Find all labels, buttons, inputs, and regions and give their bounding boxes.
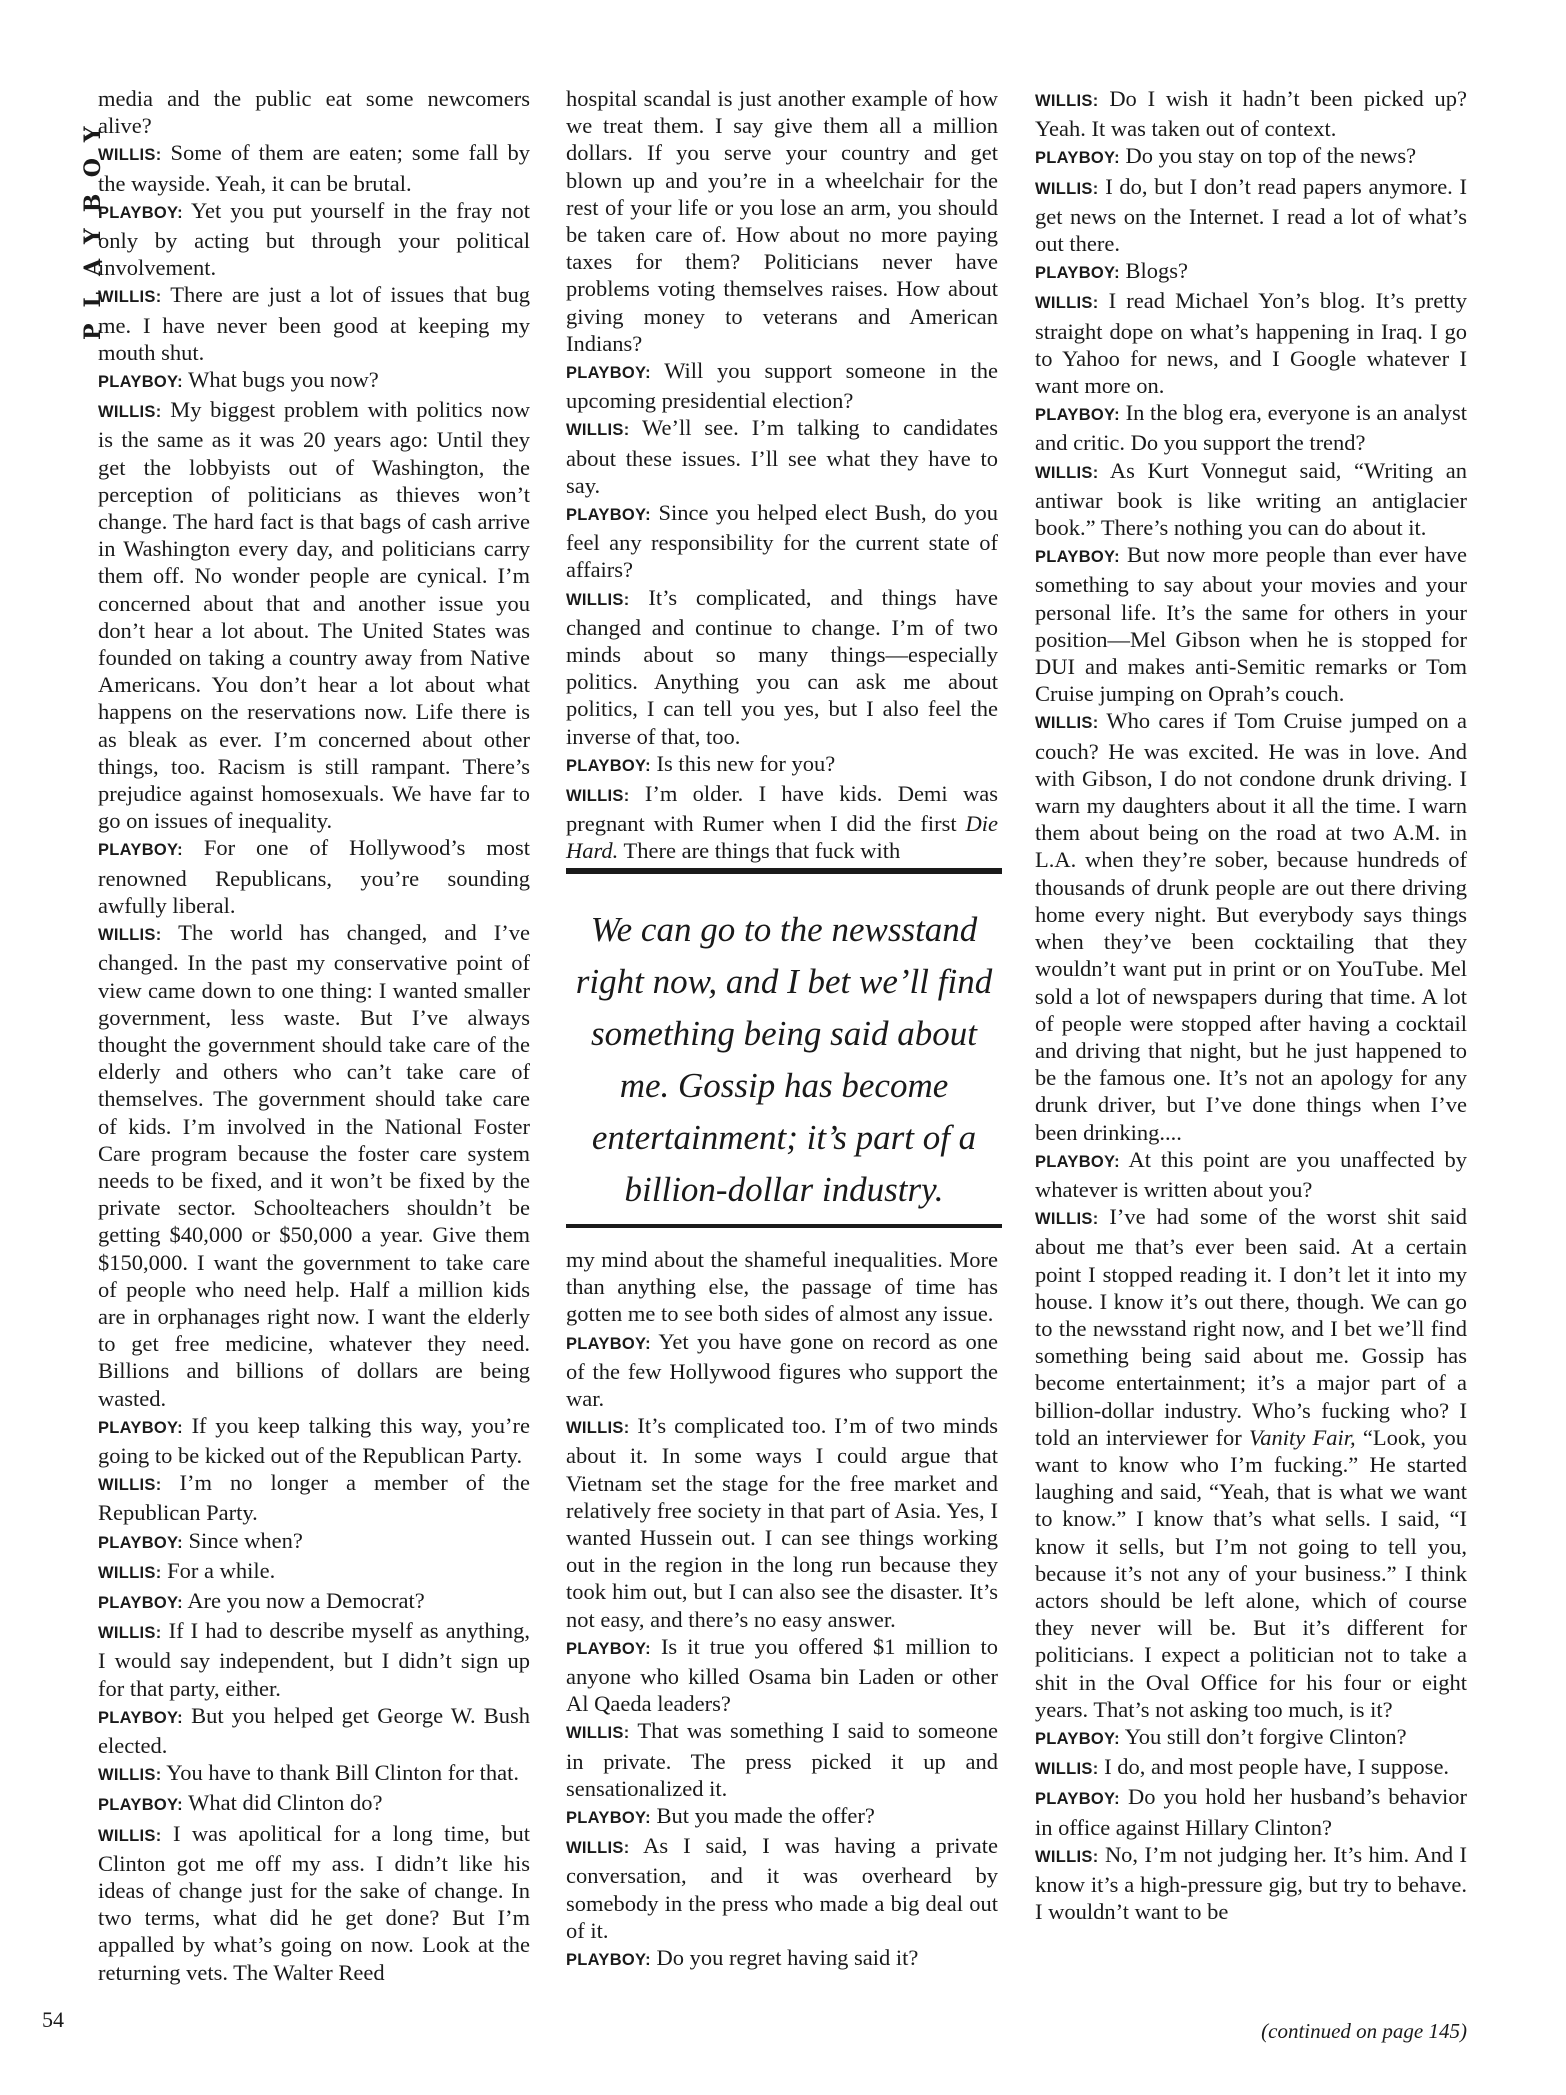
speaker-label: WILLIS: <box>566 787 630 806</box>
italic-title: Vanity Fair, <box>1248 1424 1356 1450</box>
interview-paragraph <box>98 1469 530 1526</box>
interview-paragraph <box>1035 457 1467 542</box>
speaker-label: PLAYBOY: <box>1035 149 1120 168</box>
interview-paragraph <box>98 1702 530 1759</box>
logo-text: PLAYBOY <box>80 110 106 340</box>
interview-paragraph <box>566 1412 998 1633</box>
speaker-label: WILLIS: <box>98 1826 162 1845</box>
continued-note: (continued on page 145) <box>1261 2018 1467 2043</box>
paragraph-text: No, I’m not judging her. It’s him. And I know it’s a high-pressure gig, but try to behave. I wouldn’t want to be <box>1035 1841 1468 1925</box>
speaker-label: PLAYBOY: <box>1035 548 1120 567</box>
speaker-label: WILLIS: <box>98 288 162 307</box>
paragraph-text: Is this new for you? <box>656 750 836 776</box>
paragraph-text: The world has changed, and I’ve changed. In the past my conservative point of view came down to one thing: I wanted smaller government, less waste. But I’ve always thought the government should take care of the elderly and others who can’t take care of themselves. The government should take care of kids. I’m involved in the National Foster Care program because the foster care system needs to be fixed, and it won’t be fixed by the private sector. Schoolteachers shouldn’t be getting $40,000 or $50,000 a year. Give them $150,000. I want the government to take care of people who need help. Half a million kids are in orphanages right now. I want the elderly to get free medicine, whatever they need. Billions and billions of dollars are being wasted. <box>98 920 531 1411</box>
speaker-label: PLAYBOY: <box>98 1533 183 1552</box>
speaker-label: WILLIS: <box>98 146 162 165</box>
paragraph-text: Do you regret having said it? <box>656 1945 919 1971</box>
speaker-label: PLAYBOY: <box>98 1796 183 1815</box>
interview-paragraph <box>566 1717 998 1802</box>
page-number: 54 <box>42 2007 64 2032</box>
speaker-label: WILLIS: <box>98 1476 162 1495</box>
paragraph-text: As Kurt Vonnegut said, “Writing an antiwar book is like writing an antiglacier book.” There’s nothing you can do about it. <box>1035 457 1467 541</box>
speaker-label: PLAYBOY: <box>98 1708 183 1727</box>
speaker-label: PLAYBOY: <box>566 1951 651 1970</box>
speaker-label: WILLIS: <box>566 1419 630 1438</box>
paragraph-text: You still don’t forgive Clinton? <box>1124 1723 1407 1749</box>
interview-paragraph <box>98 366 530 396</box>
paragraph-text: We’ll see. I’m talking to candidates about these issues. I’ll see what they have to say. <box>566 415 998 498</box>
column-3 <box>1035 85 1467 2045</box>
speaker-label: WILLIS: <box>98 1624 162 1643</box>
paragraph-text: It’s complicated, and things have changed and continue to change. I’m of two minds about so many things—especially politics. Anything you can ask me about politics, I can tell you yes, but I also feel the inverse of that, too. <box>566 584 999 749</box>
paragraph-text: For a while. <box>167 1557 276 1583</box>
speaker-label: PLAYBOY: <box>98 841 183 860</box>
paragraph-text: That was something I said to someone in private. The press picked it up and sensationalized it. <box>566 1718 998 1801</box>
paragraph-text: hospital scandal is just another example of how we treat them. I say give them all a million dollars. If you serve your country and get blown up and you’re in a wheelchair for the rest of your life or you lose an arm, you should be taken care of. How about no more paying taxes for them? Politicians never have problems voting themselves raises. How about giving money to veterans and American Indians? <box>566 86 998 356</box>
speaker-label: WILLIS: <box>1035 1847 1099 1866</box>
speaker-label: WILLIS: <box>98 403 162 422</box>
paragraph-text: Do you hold her husband’s behavior in office against Hillary Clinton? <box>1035 1784 1467 1840</box>
interview-paragraph <box>1035 85 1467 142</box>
paragraph-text: As I said, I was having a private conversation, and it was overheard by somebody in the press who made a big deal out of it. <box>566 1833 999 1943</box>
speaker-label: WILLIS: <box>1035 463 1099 482</box>
paragraph-text: My biggest problem with politics now is the same as it was 20 years ago: Until they get the lobbyists out of Washington, the perception of politicians as thieves won’t change. The hard fact is that bags of cash arrive in Washington every day, and politicians carry them off. No wonder people are cynical. I’m concerned about that and another issue you don’t hear a lot about. The United States was founded on taking a country away from Native Americans. You don’t hear a lot about what happens on the reservations now. Life there is as bleak as ever. I’m concerned about other things, too. Racism is still rampant. There’s prejudice against homosexuals. We have far to go on issues of inequality. <box>98 397 531 834</box>
magazine-logo <box>40 70 106 340</box>
paragraph-text: At this point are you unaffected by whatever is written about you? <box>1035 1146 1467 1202</box>
interview-paragraph <box>98 1820 530 1986</box>
paragraph-text: It’s complicated too. I’m of two minds about it. In some ways I could argue that Vietnam set the stage for the free market and relatively free society in that part of Asia. Yes, I wanted Hussein out. I can see things working out in the region in the long run because they took him out, but I can also see the disaster. It’s not easy, and there’s no easy answer. <box>566 1413 998 1632</box>
interview-paragraph <box>566 85 998 357</box>
interview-paragraph <box>1035 173 1467 258</box>
paragraph-text: But you made the offer? <box>656 1803 875 1829</box>
interview-paragraph <box>1035 1783 1467 1840</box>
paragraph-text: I was apolitical for a long time, but Clinton got me off my ass. I didn’t like his ideas of change just for the sake of change. In two terms, what did he get done? But I’m appalled by what’s going on now. Look at the returning vets. The Walter Reed <box>98 1820 530 1985</box>
interview-paragraph <box>1035 1723 1467 1753</box>
speaker-label: WILLIS: <box>98 1563 162 1582</box>
speaker-label: PLAYBOY: <box>1035 1729 1120 1748</box>
interview-paragraph <box>98 919 530 1412</box>
interview-paragraph <box>1035 399 1467 456</box>
interview-paragraph <box>98 1789 530 1819</box>
paragraph-text: But you helped get George W. Bush elected. <box>98 1702 531 1758</box>
interview-paragraph <box>1035 707 1467 1145</box>
speaker-label: WILLIS: <box>566 1724 630 1743</box>
interview-paragraph <box>98 1617 530 1702</box>
interview-paragraph <box>1035 1203 1467 1723</box>
italic-title: Die Hard. <box>566 811 999 864</box>
interview-paragraph <box>98 139 530 196</box>
speaker-label: PLAYBOY: <box>1035 1790 1120 1809</box>
column-1 <box>98 85 530 1986</box>
interview-paragraph <box>566 414 998 499</box>
paragraph-text: Is it true you offered $1 million to anyone who killed Osama bin Laden or other Al Qaeda leaders? <box>566 1633 998 1717</box>
interview-paragraph <box>1035 142 1467 172</box>
interview-paragraph <box>566 1328 998 1413</box>
paragraph-text: But now more people than ever have something to say about your movies and your personal life. It’s the same for others in your position—Mel Gibson when he is stopped for DUI and makes anti-Semitic remarks or Tom Cruise jumping on Oprah’s couch. <box>1035 542 1468 707</box>
speaker-label: PLAYBOY: <box>566 1639 651 1658</box>
paragraph-text: There are things that fuck with <box>623 838 901 864</box>
speaker-label: WILLIS: <box>1035 1210 1099 1229</box>
speaker-label: WILLIS: <box>1035 1760 1099 1779</box>
interview-paragraph <box>98 1587 530 1617</box>
interview-paragraph <box>98 197 530 282</box>
paragraph-text: Some of them are eaten; some fall by the wayside. Yeah, it can be brutal. <box>98 140 530 196</box>
interview-paragraph <box>98 85 530 139</box>
paragraph-text: Since when? <box>188 1527 303 1553</box>
paragraph-text: I do, and most people have, I suppose. <box>1104 1754 1450 1780</box>
interview-paragraph <box>98 281 530 366</box>
interview-paragraph <box>566 1832 998 1944</box>
pull-quote-text: We can go to the newsstand right now, and I bet we’ll find something being said about me. Gossip has become entertainment; it’s part of a billion-dollar industry. <box>575 910 993 1209</box>
paragraph-text: Blogs? <box>1125 258 1189 284</box>
paragraph-text: There are just a lot of issues that bug me. I have never been good at keeping my mouth shut. <box>98 282 530 365</box>
paragraph-text: Yet you have gone on record as one of the few Hollywood figures who support the war. <box>566 1328 998 1412</box>
interview-paragraph <box>566 750 998 780</box>
paragraph-text: For one of Hollywood’s most renowned Republicans, you’re sounding awfully liberal. <box>98 835 530 918</box>
speaker-label: WILLIS: <box>566 590 630 609</box>
interview-paragraph <box>566 1633 998 1718</box>
interview-paragraph <box>98 396 530 834</box>
paragraph-text: If I had to describe myself as anything, I would say independent, but I didn’t sign up for that party, either. <box>98 1618 530 1701</box>
interview-paragraph <box>566 780 998 865</box>
speaker-label: PLAYBOY: <box>1035 264 1120 283</box>
speaker-label: WILLIS: <box>1035 92 1099 110</box>
speaker-label: PLAYBOY: <box>98 1418 183 1437</box>
paragraph-text: my mind about the shameful inequalities. More than anything else, the passage of time has gotten me to see both sides of almost any issue. <box>566 1247 998 1327</box>
speaker-label: WILLIS: <box>1035 179 1099 198</box>
paragraph-text: You have to thank Bill Clinton for that. <box>166 1760 520 1786</box>
speaker-label: WILLIS: <box>1035 714 1099 733</box>
speaker-label: WILLIS: <box>98 926 162 945</box>
interview-paragraph <box>1035 1146 1467 1203</box>
speaker-label: PLAYBOY: <box>566 1334 651 1353</box>
interview-paragraph <box>1035 287 1467 399</box>
interview-paragraph <box>566 1944 998 1974</box>
speaker-label: PLAYBOY: <box>1035 406 1120 425</box>
interview-paragraph <box>98 1412 530 1469</box>
interview-paragraph <box>98 1557 530 1587</box>
speaker-label: PLAYBOY: <box>98 1593 183 1612</box>
column-2-bottom <box>566 1246 998 1974</box>
paragraph-text: I’m no longer a member of the Republican Party. <box>98 1470 530 1526</box>
interview-paragraph <box>566 584 998 750</box>
pull-quote <box>566 868 1002 1228</box>
paragraph-text: I’m older. I have kids. Demi was pregnant with Rumer when I did the first <box>566 781 999 837</box>
interview-paragraph <box>98 1759 530 1789</box>
paragraph-text: Do you stay on top of the news? <box>1125 143 1417 169</box>
interview-paragraph <box>566 499 998 584</box>
speaker-label: WILLIS: <box>1035 294 1099 313</box>
speaker-label: WILLIS: <box>566 1839 630 1858</box>
interview-paragraph <box>1035 541 1467 707</box>
interview-paragraph <box>1035 257 1467 287</box>
interview-paragraph <box>566 1802 998 1832</box>
speaker-label: PLAYBOY: <box>98 373 183 392</box>
paragraph-text: Since you helped elect Bush, do you feel any responsibility for the current state of affairs? <box>566 500 998 583</box>
interview-paragraph <box>98 834 530 919</box>
interview-paragraph <box>98 1527 530 1557</box>
paragraph-text: I read Michael Yon’s blog. It’s pretty straight dope on what’s happening in Iraq. I go to Yahoo for news, and I Google whatever I want more on. <box>1035 288 1467 399</box>
speaker-label: PLAYBOY: <box>1035 1152 1120 1171</box>
paragraph-text: If you keep talking this way, you’re going to be kicked out of the Republican Party. <box>98 1412 530 1468</box>
speaker-label: PLAYBOY: <box>566 1809 651 1828</box>
paragraph-text: “Look, you want to know who I’m fucking.” He started laughing and said, “Yeah, that is what we want to know.” I know that’s what sells. I said, “I know it sells, but I’m not going to tell you, because it’s not any of your business.” I think actors should be left alone, which of course they never will be. But it’s different for politicians. I expect a politician not to take a shit in the Oval Office for his four or eight years. That’s not asking too much, is it? <box>1035 1424 1468 1722</box>
speaker-label: PLAYBOY: <box>566 506 651 525</box>
interview-paragraph <box>1035 1753 1467 1783</box>
paragraph-text: Are you now a Democrat? <box>187 1587 425 1613</box>
paragraph-text: What did Clinton do? <box>188 1790 383 1816</box>
interview-paragraph <box>566 1246 998 1328</box>
interview-paragraph <box>1035 1841 1467 1926</box>
paragraph-text: media and the public eat some newcomers alive? <box>98 86 530 139</box>
paragraph-text: I’ve had some of the worst shit said about me that’s ever been said. At a certain point I stopped reading it. I don’t let it into my house. I know it’s out there, though. We can go to the newsstand right now, and I bet we’ll find something being said about me. Gossip has become entertainment; it’s a major part of a billion-dollar industry. Who’s fucking who? I told an interviewer for <box>1035 1204 1468 1450</box>
speaker-label: WILLIS: <box>566 421 630 440</box>
speaker-label: PLAYBOY: <box>566 364 651 383</box>
interview-paragraph <box>566 357 998 414</box>
paragraph-text: Who cares if Tom Cruise jumped on a couch? He was excited. He was in love. And with Gibson, I do not condone drunk driving. I warn my daughters about it all the time. I warn them about being on the road at two A.M. in L.A. when they’re sober, because hundreds of thousands of drunk people are out there driving home every night. But everybody says things when they’ve been cocktailing that they wouldn’t want put in print or on YouTube. Mel sold a lot of newspapers during that time. A lot of people were stopped after having a cocktail and driving that night, but he just happened to be the famous one. It’s not an apology for any drunk driver, but I’ve done things when I’ve been drinking.... <box>1035 708 1467 1145</box>
paragraph-text: Do I wish it hadn’t been picked up? Yeah. It was taken out of context. <box>1035 86 1467 142</box>
paragraph-text: What bugs you now? <box>188 367 379 393</box>
paragraph-text: I do, but I don’t read papers anymore. I get news on the Internet. I read a lot of what’s out there. <box>1035 173 1467 257</box>
speaker-label: WILLIS: <box>98 1766 162 1785</box>
paragraph-text: Yet you put yourself in the fray not only by acting but through your political involvement. <box>98 197 530 281</box>
paragraph-text: In the blog era, everyone is an analyst and critic. Do you support the trend? <box>1035 400 1467 456</box>
speaker-label: PLAYBOY: <box>98 203 183 222</box>
speaker-label: PLAYBOY: <box>566 756 651 775</box>
column-2-top <box>566 85 998 865</box>
paragraph-text: Will you support someone in the upcoming presidential election? <box>566 358 999 414</box>
